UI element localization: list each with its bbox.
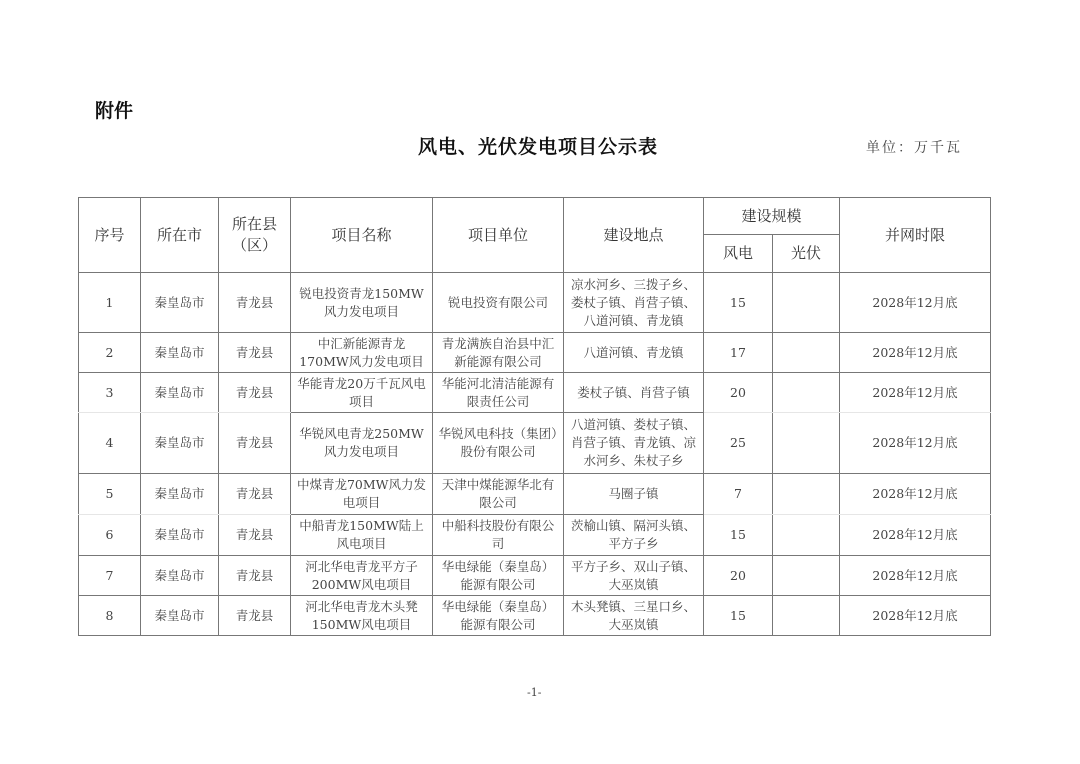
cell-solar bbox=[773, 413, 840, 474]
header-scale: 建设规模 bbox=[704, 198, 840, 235]
cell-deadline: 2028年12月底 bbox=[840, 474, 991, 515]
cell-company: 青龙满族自治县中汇新能源有限公司 bbox=[433, 333, 564, 373]
cell-seq: 2 bbox=[79, 333, 141, 373]
cell-county: 青龙县 bbox=[219, 515, 291, 556]
cell-name: 锐电投资青龙150MW风力发电项目 bbox=[291, 273, 433, 333]
cell-city: 秦皇岛市 bbox=[141, 413, 219, 474]
cell-county: 青龙县 bbox=[219, 413, 291, 474]
cell-county: 青龙县 bbox=[219, 333, 291, 373]
table-row bbox=[79, 333, 991, 373]
cell-deadline: 2028年12月底 bbox=[840, 373, 991, 413]
cell-company: 中船科技股份有限公司 bbox=[433, 515, 564, 556]
page-title: 风电、光伏发电项目公示表 bbox=[418, 136, 659, 158]
cell-wind: 15 bbox=[704, 596, 773, 636]
cell-solar bbox=[773, 556, 840, 596]
header-location: 建设地点 bbox=[564, 198, 704, 273]
header-project-name: 项目名称 bbox=[291, 198, 433, 273]
cell-city: 秦皇岛市 bbox=[141, 373, 219, 413]
project-table bbox=[78, 197, 991, 636]
cell-wind: 25 bbox=[704, 413, 773, 474]
cell-location: 凉水河乡、三拨子乡、娄杖子镇、肖营子镇、八道河镇、青龙镇 bbox=[564, 273, 704, 333]
table-row bbox=[79, 373, 991, 413]
cell-seq: 4 bbox=[79, 413, 141, 474]
cell-seq: 3 bbox=[79, 373, 141, 413]
cell-deadline: 2028年12月底 bbox=[840, 413, 991, 474]
cell-county: 青龙县 bbox=[219, 373, 291, 413]
cell-company: 锐电投资有限公司 bbox=[433, 273, 564, 333]
table-row bbox=[79, 515, 991, 556]
cell-deadline: 2028年12月底 bbox=[840, 596, 991, 636]
header-solar: 光伏 bbox=[773, 235, 840, 273]
cell-location: 娄杖子镇、肖营子镇 bbox=[564, 373, 704, 413]
cell-solar bbox=[773, 373, 840, 413]
cell-city: 秦皇岛市 bbox=[141, 333, 219, 373]
cell-location: 八道河镇、娄杖子镇、肖营子镇、青龙镇、凉水河乡、朱杖子乡 bbox=[564, 413, 704, 474]
table-row bbox=[79, 556, 991, 596]
cell-location: 茨榆山镇、隔河头镇、平方子乡 bbox=[564, 515, 704, 556]
cell-city: 秦皇岛市 bbox=[141, 474, 219, 515]
cell-company: 华电绿能（秦皇岛）能源有限公司 bbox=[433, 556, 564, 596]
cell-company: 华电绿能（秦皇岛）能源有限公司 bbox=[433, 596, 564, 636]
header-seq: 序号 bbox=[79, 198, 141, 273]
cell-solar bbox=[773, 333, 840, 373]
cell-location: 八道河镇、青龙镇 bbox=[564, 333, 704, 373]
table-row bbox=[79, 596, 991, 636]
table-row bbox=[79, 413, 991, 474]
header-company: 项目单位 bbox=[433, 198, 564, 273]
cell-solar bbox=[773, 596, 840, 636]
cell-county: 青龙县 bbox=[219, 556, 291, 596]
cell-city: 秦皇岛市 bbox=[141, 556, 219, 596]
cell-deadline: 2028年12月底 bbox=[840, 515, 991, 556]
cell-solar bbox=[773, 474, 840, 515]
cell-city: 秦皇岛市 bbox=[141, 515, 219, 556]
table-body bbox=[79, 273, 991, 636]
cell-name: 河北华电青龙木头凳150MW风电项目 bbox=[291, 596, 433, 636]
cell-wind: 7 bbox=[704, 474, 773, 515]
cell-seq: 7 bbox=[79, 556, 141, 596]
cell-company: 华能河北清洁能源有限责任公司 bbox=[433, 373, 564, 413]
cell-wind: 15 bbox=[704, 515, 773, 556]
cell-wind: 20 bbox=[704, 373, 773, 413]
cell-solar bbox=[773, 273, 840, 333]
cell-name: 华锐风电青龙250MW风力发电项目 bbox=[291, 413, 433, 474]
table-row bbox=[79, 273, 991, 333]
cell-county: 青龙县 bbox=[219, 596, 291, 636]
cell-wind: 20 bbox=[704, 556, 773, 596]
page-number: -1- bbox=[527, 686, 542, 699]
cell-name: 华能青龙20万千瓦风电项目 bbox=[291, 373, 433, 413]
header-city: 所在市 bbox=[141, 198, 219, 273]
cell-county: 青龙县 bbox=[219, 273, 291, 333]
cell-wind: 17 bbox=[704, 333, 773, 373]
cell-city: 秦皇岛市 bbox=[141, 596, 219, 636]
cell-name: 中煤青龙70MW风力发电项目 bbox=[291, 474, 433, 515]
cell-seq: 5 bbox=[79, 474, 141, 515]
header-wind: 风电 bbox=[704, 235, 773, 273]
table-header-row bbox=[79, 198, 991, 235]
table-row bbox=[79, 474, 991, 515]
cell-name: 中汇新能源青龙170MW风力发电项目 bbox=[291, 333, 433, 373]
cell-solar bbox=[773, 515, 840, 556]
cell-county: 青龙县 bbox=[219, 474, 291, 515]
cell-deadline: 2028年12月底 bbox=[840, 333, 991, 373]
cell-city: 秦皇岛市 bbox=[141, 273, 219, 333]
header-deadline: 并网时限 bbox=[840, 198, 991, 273]
cell-company: 天津中煤能源华北有限公司 bbox=[433, 474, 564, 515]
cell-seq: 6 bbox=[79, 515, 141, 556]
cell-name: 中船青龙150MW陆上风电项目 bbox=[291, 515, 433, 556]
cell-location: 木头凳镇、三星口乡、大巫岚镇 bbox=[564, 596, 704, 636]
cell-seq: 1 bbox=[79, 273, 141, 333]
cell-deadline: 2028年12月底 bbox=[840, 273, 991, 333]
cell-company: 华锐风电科技（集团）股份有限公司 bbox=[433, 413, 564, 474]
annex-label: 附件 bbox=[95, 100, 134, 122]
header-county: 所在县（区） bbox=[219, 198, 291, 273]
cell-name: 河北华电青龙平方子200MW风电项目 bbox=[291, 556, 433, 596]
cell-location: 马圈子镇 bbox=[564, 474, 704, 515]
cell-deadline: 2028年12月底 bbox=[840, 556, 991, 596]
unit-label: 单位：万千瓦 bbox=[866, 140, 962, 156]
cell-wind: 15 bbox=[704, 273, 773, 333]
cell-seq: 8 bbox=[79, 596, 141, 636]
cell-location: 平方子乡、双山子镇、大巫岚镇 bbox=[564, 556, 704, 596]
